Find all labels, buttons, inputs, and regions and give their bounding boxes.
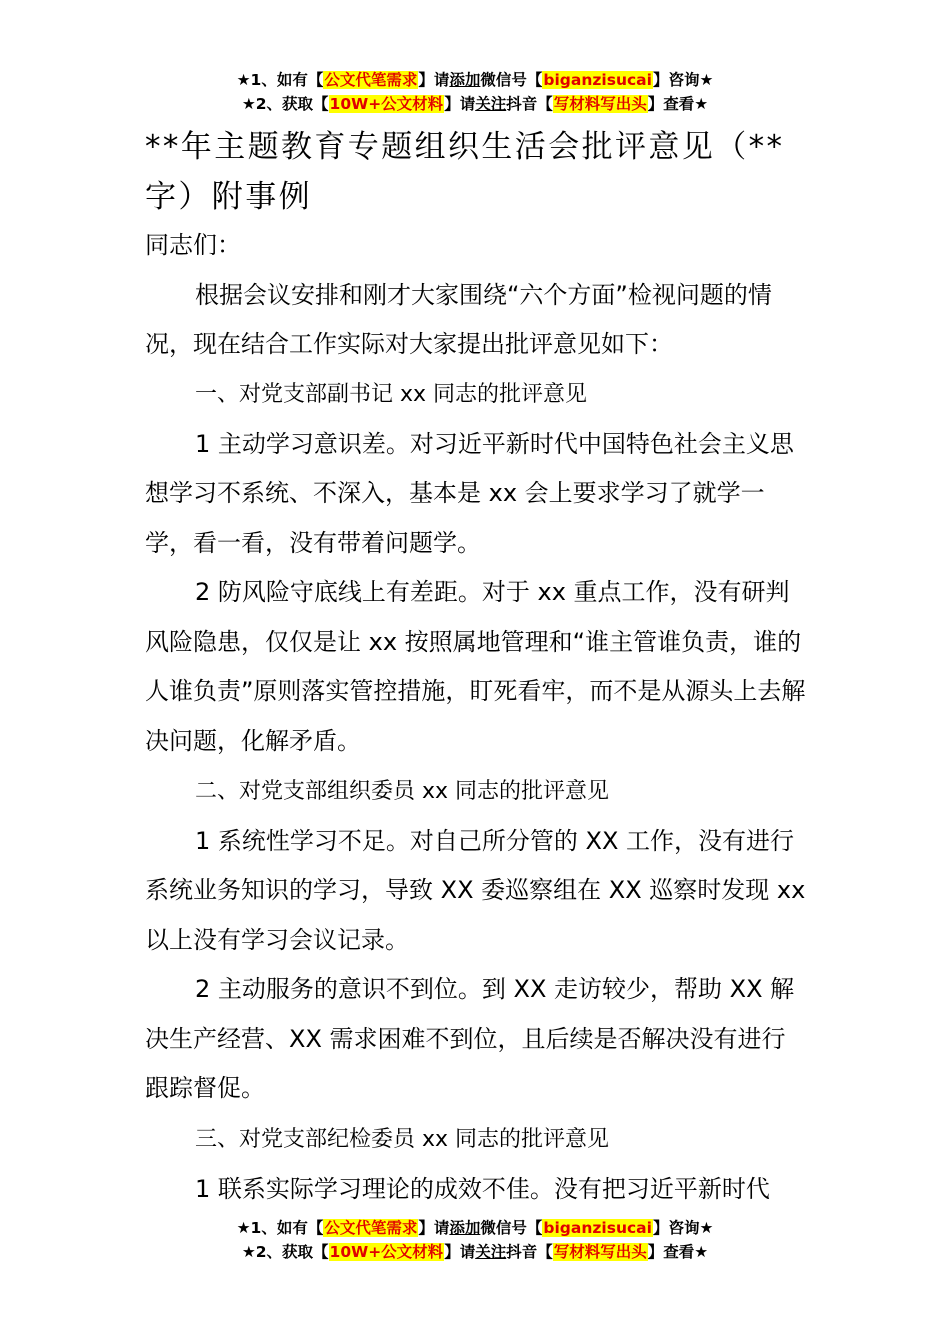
promo-text: 】咨询★ [652,1219,714,1237]
promo-wechat-id: biganzisucai [543,1219,652,1237]
promo-text: 抖音【 [506,95,553,113]
section-heading: 二、对党支部组织委员 xx 同志的批评意见 [195,779,610,804]
promo-douyin-id: 写材料写出头 [553,1243,647,1261]
promo-underlined: 关注 [475,1243,507,1261]
promo-underlined: 添加 [449,1219,481,1237]
section-item: 2 主动服务的意识不到位。到 XX 走访较少，帮助 XX 解决生产经营、XX 需求困难不到位，且后续是否解决没有进行跟踪督促。 [145,975,795,1102]
promo-text: 】咨询★ [652,71,714,89]
document-body [145,221,807,370]
section-item: 1 主动学习意识差。对习近平新时代中国特色社会主义思想学习不系统、不深入，基本是 xx 会上要求学习了就学一学，看一看，没有带着问题学。 [145,429,794,557]
promo-text: 】请 [418,1219,450,1237]
salutation: 同志们： [145,231,241,259]
promo-underlined: 关注 [475,95,507,113]
intro-paragraph: 根据会议安排和刚才大家围绕“六个方面”检视问题的情况，现在结合工作实际对大家提出批评意见如下： [145,280,772,358]
document-title: **年主题教育专题组织生活会批评意见（**字）附事例 [145,129,785,215]
promo-line-1 [0,68,950,92]
promo-text: 】查看★ [647,1243,709,1261]
promo-text: 】请 [444,95,476,113]
promo-text: ★2、获取【 [241,95,329,113]
promo-text: 】请 [444,1243,476,1261]
promo-text: 】请 [418,71,450,89]
section-heading: 一、对党支部副书记 xx 同志的批评意见 [195,382,588,407]
section-3 [145,1115,807,1214]
promo-text: ★1、如有【 [236,1219,324,1237]
promo-douyin-id: 写材料写出头 [553,95,647,113]
section-1 [145,370,807,766]
section-item: 2 防风险守底线上有差距。对于 xx 重点工作，没有研判风险隐患，仅仅是让 xx 按照属地管理和“谁主管谁负责，谁的人谁负责”原则落实管控措施，盯死看牢，而不是从源头上去解决问题，化解矛盾。 [145,578,806,755]
promo-text: 抖音【 [506,1243,553,1261]
promo-text: ★1、如有【 [236,71,324,89]
promo-line-1 [0,1216,950,1240]
promo-line-2 [0,1240,950,1264]
section-item: 1 联系实际学习理论的成效不佳。没有把习近平新时代 [195,1174,770,1203]
section-heading: 三、对党支部纪检委员 xx 同志的批评意见 [195,1127,610,1152]
promo-text: 】查看★ [647,95,709,113]
promo-text: 微信号【 [480,1219,543,1237]
promo-line-2 [0,92,950,116]
promo-text: ★2、获取【 [241,1243,329,1261]
promo-banner-bottom [0,1216,950,1264]
promo-highlight: 10W+公文材料 [329,1243,444,1261]
promo-banner-top [0,68,950,116]
section-2 [145,767,807,1114]
promo-text: 微信号【 [480,71,543,89]
promo-highlight: 公文代笔需求 [324,1219,418,1237]
section-item: 1 系统性学习不足。对自己所分管的 XX 工作，没有进行系统业务知识的学习，导致 XX 委巡察组在 XX 巡察时发现 xx 以上没有学习会议记录。 [145,826,806,954]
promo-highlight: 公文代笔需求 [324,71,418,89]
promo-wechat-id: biganzisucai [543,71,652,89]
promo-underlined: 添加 [449,71,481,89]
promo-highlight: 10W+公文材料 [329,95,444,113]
